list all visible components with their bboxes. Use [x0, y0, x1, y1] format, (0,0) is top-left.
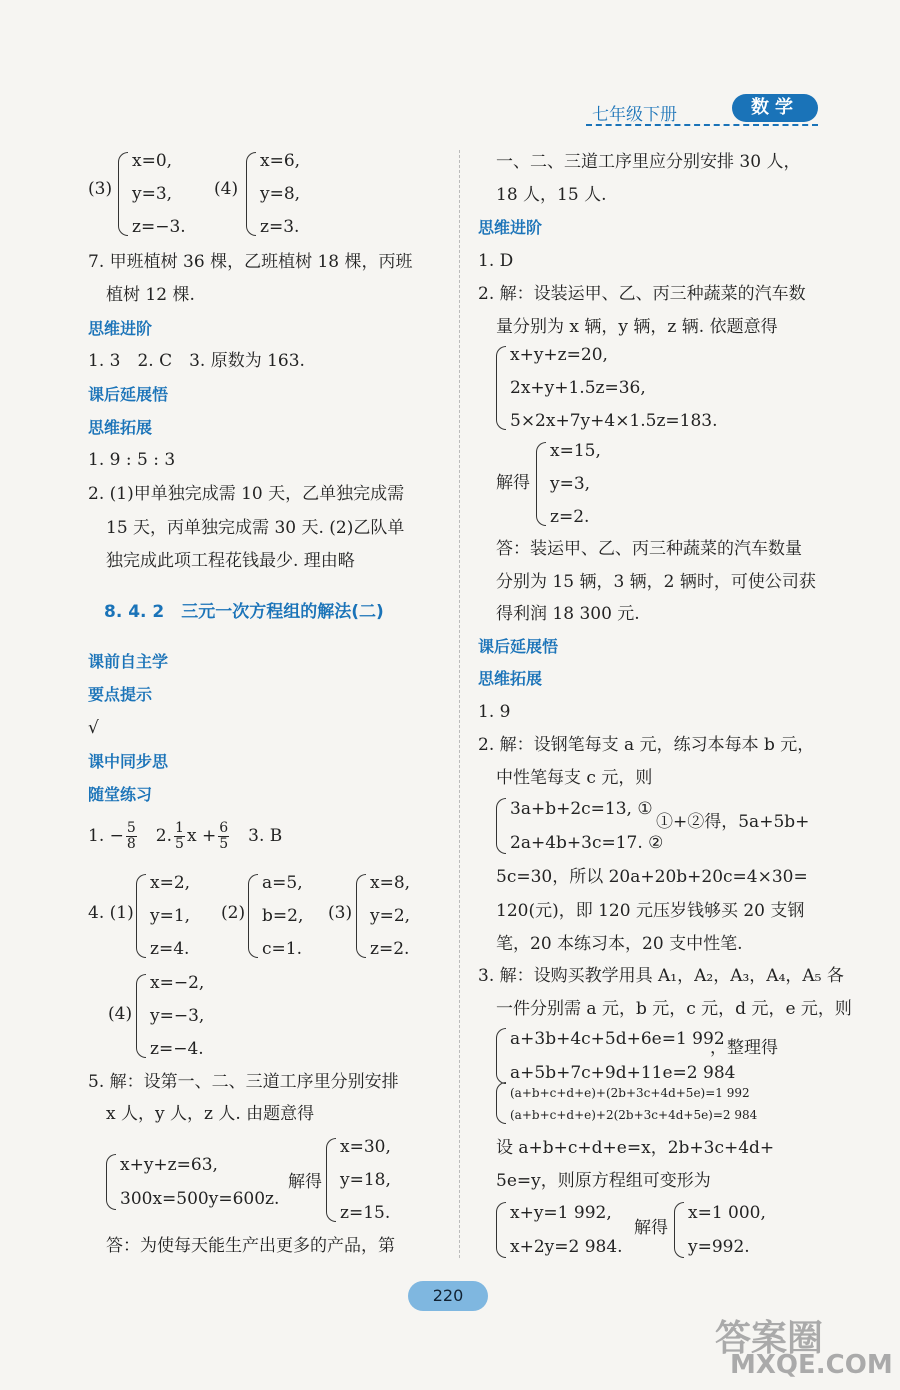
- section-heading: 思维拓展: [88, 418, 153, 437]
- subject-badge: 数学: [732, 94, 818, 122]
- equation-system: x=30, y=18, z=15.: [326, 1136, 416, 1224]
- answer-line: 5. 解：设第一、二、三道工序里分别安排: [88, 1072, 399, 1092]
- watermark: 答案圈: [715, 1318, 824, 1359]
- text: 3. B: [231, 826, 283, 846]
- check-mark: √: [88, 718, 99, 738]
- section-heading: 思维拓展: [478, 669, 543, 688]
- system-label: (3): [328, 903, 353, 923]
- equation-system: [118, 150, 208, 238]
- text: 1. −: [88, 826, 124, 846]
- section-heading: 思维进阶: [478, 218, 543, 237]
- solve-label: 解得: [496, 473, 530, 493]
- equation-system: x=2, y=1, z=4.: [136, 872, 221, 960]
- equation-system: x+y=1 992, x+2y=2 984.: [496, 1200, 636, 1260]
- text: x +: [186, 826, 217, 846]
- equation: x=0,: [132, 151, 173, 171]
- section-title: 8. 4. 2 三元一次方程组的解法(二): [104, 602, 384, 622]
- equation-system: x=1 000, y=992.: [674, 1200, 784, 1260]
- section-heading: 课后延展悟: [478, 637, 559, 656]
- equation-system: (a+b+c+d+e)+(2b+3c+4d+5e)=1 992 (a+b+c+d+e)+2(2b+3c+4d+5e)=2 984: [496, 1080, 816, 1126]
- answer-line: 一、二、三道工序里应分别安排 30 人，: [496, 152, 801, 172]
- equation-system: x=15, y=3, z=2.: [536, 440, 626, 528]
- equation-system: x=8, y=2, z=2.: [356, 872, 436, 960]
- answer-line: 2. (1)甲单独完成需 10 天，乙单独完成需: [88, 484, 405, 504]
- answer-line: 一件分别需 a 元，b 元，c 元，d 元，e 元，则: [496, 999, 852, 1019]
- answer-line: 3. 解：设购买教学用具 A₁，A₂，A₃，A₄，A₅ 各: [478, 966, 844, 986]
- answer-line: 答：装运甲、乙、丙三种蔬菜的汽车数量: [496, 539, 802, 559]
- column-divider: [459, 150, 460, 1258]
- answer-line-fractions: [88, 816, 282, 856]
- answer-line: 2. 解：设装运甲、乙、丙三种蔬菜的汽车数: [478, 284, 806, 304]
- answer-line: 15 天，丙单独完成需 30 天. (2)乙队单: [106, 518, 405, 538]
- equation: y=8,: [260, 184, 301, 204]
- equation-system: 3a+b+2c=13, ① 2a+4b+3c=17. ②: [496, 796, 666, 856]
- answer-line: 答：为使每天能生产出更多的产品，第: [106, 1236, 395, 1256]
- section-heading: 思维进阶: [88, 319, 153, 338]
- section-heading: 课后延展悟: [88, 385, 169, 404]
- answer-line: 5e=y，则原方程组可变形为: [496, 1171, 711, 1191]
- equation-system: x+y+z=20, 2x+y+1.5z=36, 5×2x+7y+4×1.5z=183.: [496, 344, 776, 432]
- equation-system: x+y+z=63, 300x=500y=600z.: [106, 1152, 296, 1212]
- grade-label: 七年级下册: [592, 105, 677, 125]
- header-rule: [586, 124, 818, 126]
- system-label: (3): [88, 179, 113, 199]
- section-heading: 课前自主学: [88, 652, 169, 671]
- answer-line: 18 人，15 人.: [496, 185, 607, 205]
- page-number: 220: [408, 1281, 488, 1311]
- answer-line: 得利润 18 300 元.: [496, 604, 640, 624]
- answer-text: ①+②得，5a+5b+: [656, 812, 810, 832]
- answer-line: 独完成此项工程花钱最少. 理由略: [106, 551, 355, 571]
- fraction: $\frac{5}{8}$: [126, 820, 136, 852]
- answer-line: 中性笔每支 c 元，则: [496, 768, 653, 788]
- answer-line: 笔，20 本练习本，20 支中性笔.: [496, 934, 743, 954]
- answer-line: 设 a+b+c+d+e=x，2b+3c+4d+: [496, 1138, 775, 1158]
- system-label: (2): [221, 903, 246, 923]
- answer-line: 2. 解：设钢笔每支 a 元，练习本每本 b 元，: [478, 735, 815, 755]
- answer-line: 植树 12 棵.: [106, 285, 195, 305]
- equation: z=3.: [260, 217, 300, 237]
- solve-label: 解得: [288, 1172, 322, 1192]
- fraction: $\frac{1}{5}$: [175, 820, 184, 852]
- answer-line: 1. 3 2. C 3. 原数为 163.: [88, 351, 305, 371]
- equation-system: x=−2, y=−3, z=−4.: [136, 972, 226, 1060]
- answer-line: 分别为 15 辆，3 辆，2 辆时，可使公司获: [496, 572, 816, 592]
- solve-label: 解得: [634, 1218, 668, 1238]
- page-header: [582, 94, 818, 128]
- equation-system: a+3b+4c+5d+6e=1 992 a+5b+7c+9d+11e=2 984: [496, 1026, 716, 1086]
- answer-line: 量分别为 x 辆，y 辆，z 辆. 依题意得: [496, 317, 778, 337]
- system-label: (4): [108, 1004, 133, 1024]
- equation: x=6,: [260, 151, 301, 171]
- text: 2.: [138, 826, 173, 846]
- equation: y=3,: [132, 184, 173, 204]
- system-label: 4. (1): [88, 903, 134, 923]
- equation-system: a=5, b=2, c=1.: [248, 872, 328, 960]
- brace: [246, 152, 256, 236]
- answer-line: 7. 甲班植树 36 棵，乙班植树 18 棵，丙班: [88, 252, 413, 272]
- answer-text: ，整理得: [710, 1038, 778, 1058]
- equation-system: [246, 150, 336, 238]
- answer-line: 5c=30，所以 20a+20b+20c=4×30=: [496, 867, 808, 887]
- answer-line: 120(元)，即 120 元压岁钱够买 20 支钢: [496, 901, 805, 921]
- system-label: (4): [214, 179, 239, 199]
- answer-line: 1. 9: [478, 702, 511, 722]
- equation: z=−3.: [132, 217, 186, 237]
- section-heading: 随堂练习: [88, 785, 153, 804]
- answer-line: x 人，y 人，z 人. 由题意得: [106, 1104, 315, 1124]
- brace: [118, 152, 128, 236]
- section-heading: 课中同步思: [88, 752, 169, 771]
- fraction: $\frac{6}{5}$: [219, 820, 229, 852]
- answer-line: 1. 9 : 5 : 3: [88, 450, 176, 470]
- watermark-url: MXQE.COM: [730, 1350, 893, 1380]
- answer-line: 1. D: [478, 251, 514, 271]
- section-heading: 要点提示: [88, 685, 153, 704]
